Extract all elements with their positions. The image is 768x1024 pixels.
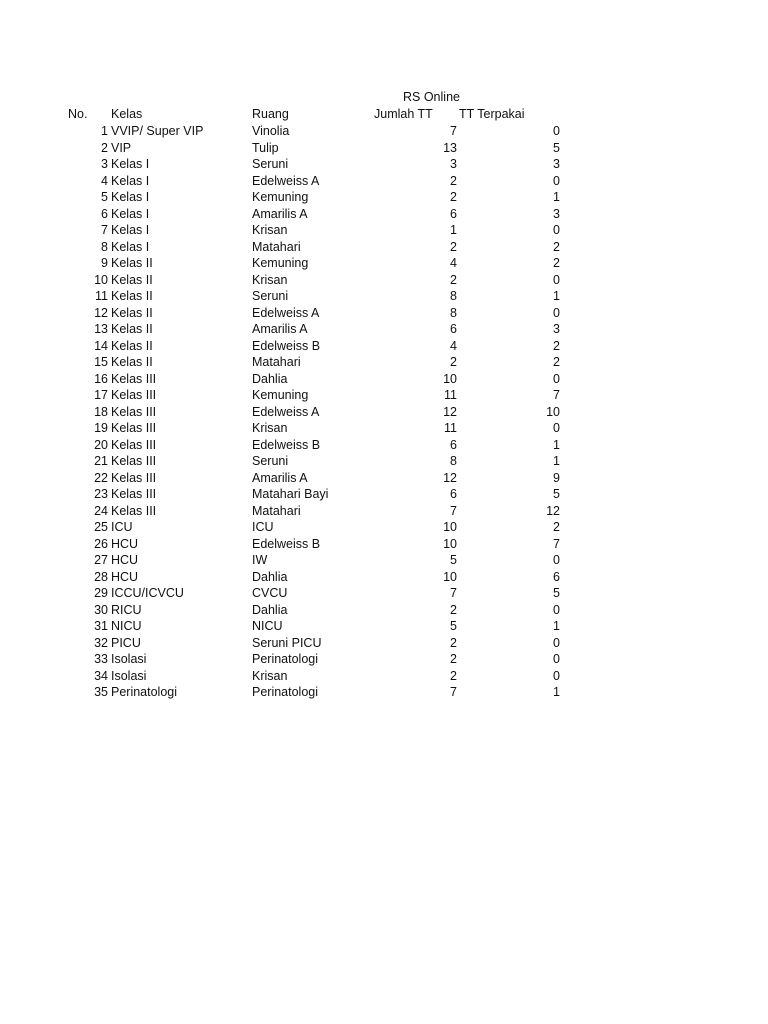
table-row — [0, 189, 768, 205]
cell-kelas: Kelas II — [111, 256, 153, 270]
cell-kelas: Kelas III — [111, 388, 157, 402]
cell-ruang: Seruni PICU — [252, 635, 322, 650]
cell-tt-terpakai: 7 — [553, 536, 560, 551]
cell-tt-terpakai: 0 — [553, 305, 560, 320]
cell-no: 29 — [94, 586, 108, 600]
cell-tt-terpakai: 5 — [553, 586, 560, 600]
table-row — [0, 536, 768, 552]
cell-tt-terpakai: 7 — [553, 388, 560, 402]
cell-ruang: Krisan — [252, 668, 288, 683]
table-row — [0, 123, 768, 139]
cell-tt-terpakai: 0 — [553, 272, 560, 287]
cell-kelas: Isolasi — [111, 652, 147, 666]
cell-jumlah-tt: 2 — [450, 652, 457, 666]
cell-no: 1 — [101, 124, 108, 138]
cell-jumlah-tt: 2 — [450, 190, 457, 204]
cell-tt-terpakai: 0 — [553, 668, 560, 683]
cell-kelas: RICU — [111, 602, 142, 617]
header-kelas: Kelas — [111, 107, 143, 121]
table-row — [0, 684, 768, 700]
header-ruang: Ruang — [252, 107, 289, 121]
table-row — [0, 239, 768, 255]
cell-kelas: Kelas I — [111, 173, 150, 188]
cell-jumlah-tt: 2 — [450, 602, 457, 617]
cell-ruang: Dahlia — [252, 602, 288, 617]
cell-kelas: Kelas III — [111, 437, 157, 452]
cell-no: 10 — [94, 272, 108, 287]
cell-jumlah-tt: 7 — [450, 586, 457, 600]
cell-kelas: VIP — [111, 140, 132, 155]
cell-jumlah-tt: 7 — [450, 503, 457, 518]
cell-ruang: Krisan — [252, 421, 288, 435]
cell-ruang: Edelweiss A — [252, 305, 320, 320]
cell-jumlah-tt: 2 — [450, 239, 457, 254]
cell-no: 34 — [94, 668, 108, 683]
table-row — [0, 255, 768, 271]
cell-kelas: Kelas I — [111, 223, 150, 237]
cell-ruang: Perinatologi — [252, 685, 319, 699]
cell-jumlah-tt: 2 — [450, 668, 457, 683]
cell-tt-terpakai: 5 — [553, 140, 560, 155]
cell-kelas: Kelas III — [111, 470, 157, 485]
table-row — [0, 668, 768, 684]
table-row — [0, 519, 768, 535]
cell-no: 17 — [94, 388, 108, 402]
cell-kelas: PICU — [111, 635, 141, 650]
cell-no: 13 — [94, 322, 108, 336]
cell-no: 23 — [94, 487, 108, 501]
cell-no: 7 — [101, 223, 108, 237]
cell-kelas: Kelas II — [111, 322, 153, 336]
table-row — [0, 288, 768, 304]
header-no: No. — [68, 107, 88, 121]
table-row — [0, 272, 768, 288]
cell-jumlah-tt: 2 — [450, 173, 457, 188]
cell-tt-terpakai: 2 — [553, 520, 560, 534]
cell-no: 2 — [101, 140, 108, 155]
cell-kelas: Kelas II — [111, 289, 153, 303]
cell-ruang: Perinatologi — [252, 652, 319, 666]
cell-kelas: Kelas II — [111, 355, 153, 369]
cell-tt-terpakai: 1 — [553, 190, 560, 204]
header-tt-terpakai: TT Terpakai — [459, 107, 525, 121]
cell-tt-terpakai: 0 — [553, 602, 560, 617]
cell-jumlah-tt: 6 — [450, 206, 457, 221]
table-row — [0, 222, 768, 238]
cell-no: 26 — [94, 536, 108, 551]
cell-no: 32 — [94, 635, 108, 650]
cell-kelas: Kelas III — [111, 421, 157, 435]
cell-no: 15 — [94, 355, 108, 369]
cell-jumlah-tt: 7 — [450, 124, 457, 138]
table-row — [0, 453, 768, 469]
cell-jumlah-tt: 12 — [443, 470, 457, 485]
cell-no: 6 — [101, 206, 108, 221]
cell-ruang: Amarilis A — [252, 322, 308, 336]
cell-tt-terpakai: 0 — [553, 223, 560, 237]
cell-tt-terpakai: 3 — [553, 322, 560, 336]
cell-jumlah-tt: 11 — [444, 388, 457, 402]
cell-tt-terpakai: 3 — [553, 157, 560, 171]
cell-tt-terpakai: 0 — [553, 652, 560, 666]
cell-jumlah-tt: 7 — [450, 685, 457, 699]
table-row — [0, 354, 768, 370]
cell-no: 4 — [101, 173, 108, 188]
rs-online-super-header: RS Online — [403, 90, 460, 104]
cell-ruang: Edelweiss A — [252, 173, 320, 188]
cell-no: 21 — [94, 454, 108, 468]
cell-tt-terpakai: 1 — [553, 619, 560, 633]
cell-ruang: Vinolia — [252, 124, 290, 138]
cell-tt-terpakai: 0 — [553, 421, 560, 435]
cell-no: 14 — [94, 338, 108, 353]
cell-jumlah-tt: 10 — [443, 569, 457, 584]
cell-tt-terpakai: 9 — [553, 470, 560, 485]
cell-jumlah-tt: 13 — [443, 140, 457, 155]
cell-no: 18 — [94, 404, 108, 419]
table-row — [0, 503, 768, 519]
cell-jumlah-tt: 2 — [450, 355, 457, 369]
cell-ruang: Edelweiss B — [252, 536, 321, 551]
cell-ruang: Matahari — [252, 239, 301, 254]
cell-jumlah-tt: 8 — [450, 305, 457, 320]
cell-ruang: Kemuning — [252, 388, 309, 402]
table-row — [0, 486, 768, 502]
cell-ruang: ICU — [252, 520, 274, 534]
cell-jumlah-tt: 8 — [450, 289, 457, 303]
cell-kelas: Kelas III — [111, 404, 157, 419]
cell-no: 12 — [94, 305, 108, 320]
cell-kelas: Kelas I — [111, 157, 150, 171]
cell-ruang: Seruni — [252, 454, 289, 468]
cell-tt-terpakai: 0 — [553, 553, 560, 567]
cell-tt-terpakai: 12 — [546, 503, 560, 518]
cell-ruang: Krisan — [252, 223, 288, 237]
table-row — [0, 305, 768, 321]
cell-jumlah-tt: 8 — [450, 454, 457, 468]
cell-ruang: Matahari Bayi — [252, 487, 329, 501]
cell-jumlah-tt: 5 — [450, 553, 457, 567]
cell-ruang: Kemuning — [252, 256, 309, 270]
table-row — [0, 651, 768, 667]
cell-tt-terpakai: 2 — [553, 338, 560, 353]
cell-kelas: HCU — [111, 553, 139, 567]
table-row — [0, 206, 768, 222]
cell-tt-terpakai: 1 — [553, 454, 560, 468]
cell-no: 33 — [94, 652, 108, 666]
cell-no: 25 — [94, 520, 108, 534]
cell-jumlah-tt: 2 — [450, 272, 457, 287]
cell-tt-terpakai: 2 — [553, 355, 560, 369]
cell-jumlah-tt: 12 — [443, 404, 457, 419]
cell-no: 3 — [101, 157, 108, 171]
cell-no: 11 — [95, 289, 108, 303]
cell-tt-terpakai: 0 — [553, 371, 560, 386]
cell-kelas: Kelas III — [111, 503, 157, 518]
table-header-row — [0, 106, 768, 122]
cell-no: 28 — [94, 569, 108, 584]
cell-jumlah-tt: 10 — [443, 536, 457, 551]
cell-ruang: Matahari — [252, 503, 301, 518]
cell-ruang: Amarilis A — [252, 206, 308, 221]
table-row — [0, 156, 768, 172]
cell-tt-terpakai: 6 — [553, 569, 560, 584]
table-row — [0, 338, 768, 354]
cell-kelas: ICCU/ICVCU — [111, 586, 184, 600]
cell-tt-terpakai: 0 — [553, 635, 560, 650]
table-row — [0, 173, 768, 189]
cell-jumlah-tt: 1 — [450, 223, 457, 237]
table-row — [0, 387, 768, 403]
cell-no: 5 — [101, 190, 108, 204]
cell-ruang: IW — [252, 553, 268, 567]
table-row — [0, 420, 768, 436]
cell-kelas: Kelas III — [111, 454, 157, 468]
table-row — [0, 602, 768, 618]
cell-ruang: Edelweiss B — [252, 437, 321, 452]
cell-kelas: Kelas II — [111, 272, 153, 287]
cell-jumlah-tt: 5 — [450, 619, 457, 633]
cell-jumlah-tt: 3 — [450, 157, 457, 171]
cell-ruang: Seruni — [252, 157, 289, 171]
cell-kelas: Kelas III — [111, 487, 157, 501]
cell-kelas: HCU — [111, 536, 139, 551]
cell-tt-terpakai: 5 — [553, 487, 560, 501]
cell-no: 8 — [101, 239, 108, 254]
table-row — [0, 470, 768, 486]
cell-jumlah-tt: 2 — [450, 635, 457, 650]
table-row — [0, 321, 768, 337]
cell-no: 35 — [94, 685, 108, 699]
cell-no: 20 — [94, 437, 108, 452]
cell-kelas: Kelas III — [111, 371, 157, 386]
header-jumlah-tt: Jumlah TT — [374, 107, 433, 121]
cell-tt-terpakai: 0 — [553, 173, 560, 188]
cell-no: 16 — [94, 371, 108, 386]
cell-ruang: Tulip — [252, 140, 279, 155]
cell-ruang: Dahlia — [252, 569, 288, 584]
cell-kelas: Kelas I — [111, 239, 150, 254]
table-row — [0, 569, 768, 585]
cell-jumlah-tt: 10 — [443, 371, 457, 386]
table-row — [0, 437, 768, 453]
cell-tt-terpakai: 3 — [553, 206, 560, 221]
cell-tt-terpakai: 1 — [553, 685, 560, 699]
cell-jumlah-tt: 6 — [450, 487, 457, 501]
table-row — [0, 552, 768, 568]
cell-tt-terpakai: 1 — [553, 289, 560, 303]
cell-kelas: ICU — [111, 520, 133, 534]
cell-tt-terpakai: 0 — [553, 124, 560, 138]
table-row — [0, 140, 768, 156]
cell-ruang: Dahlia — [252, 371, 288, 386]
cell-jumlah-tt: 4 — [450, 256, 457, 270]
cell-ruang: Edelweiss B — [252, 338, 321, 353]
cell-jumlah-tt: 6 — [450, 437, 457, 452]
cell-no: 30 — [94, 602, 108, 617]
cell-ruang: Edelweiss A — [252, 404, 320, 419]
table-row — [0, 404, 768, 420]
cell-kelas: NICU — [111, 619, 142, 633]
cell-no: 19 — [94, 421, 108, 435]
cell-jumlah-tt: 11 — [444, 421, 457, 435]
cell-ruang: Matahari — [252, 355, 301, 369]
cell-kelas: Kelas I — [111, 206, 150, 221]
cell-ruang: NICU — [252, 619, 283, 633]
cell-jumlah-tt: 6 — [450, 322, 457, 336]
cell-ruang: Seruni — [252, 289, 289, 303]
cell-ruang: Krisan — [252, 272, 288, 287]
cell-kelas: Perinatologi — [111, 685, 178, 699]
cell-no: 22 — [94, 470, 108, 485]
cell-tt-terpakai: 10 — [546, 404, 560, 419]
table-row — [0, 371, 768, 387]
cell-no: 27 — [94, 553, 108, 567]
cell-kelas: VVIP/ Super VIP — [111, 124, 204, 138]
cell-ruang: Kemuning — [252, 190, 309, 204]
cell-kelas: HCU — [111, 569, 139, 584]
cell-kelas: Kelas II — [111, 305, 153, 320]
cell-ruang: Amarilis A — [252, 470, 308, 485]
cell-kelas: Kelas II — [111, 338, 153, 353]
cell-jumlah-tt: 4 — [450, 338, 457, 353]
cell-no: 31 — [94, 619, 108, 633]
cell-no: 9 — [101, 256, 108, 270]
cell-ruang: CVCU — [252, 586, 288, 600]
cell-tt-terpakai: 2 — [553, 256, 560, 270]
cell-tt-terpakai: 2 — [553, 239, 560, 254]
table-row — [0, 618, 768, 634]
cell-kelas: Isolasi — [111, 668, 147, 683]
cell-tt-terpakai: 1 — [553, 437, 560, 452]
table-row — [0, 635, 768, 651]
cell-jumlah-tt: 10 — [443, 520, 457, 534]
cell-no: 24 — [94, 503, 108, 518]
cell-kelas: Kelas I — [111, 190, 150, 204]
table-row — [0, 585, 768, 601]
